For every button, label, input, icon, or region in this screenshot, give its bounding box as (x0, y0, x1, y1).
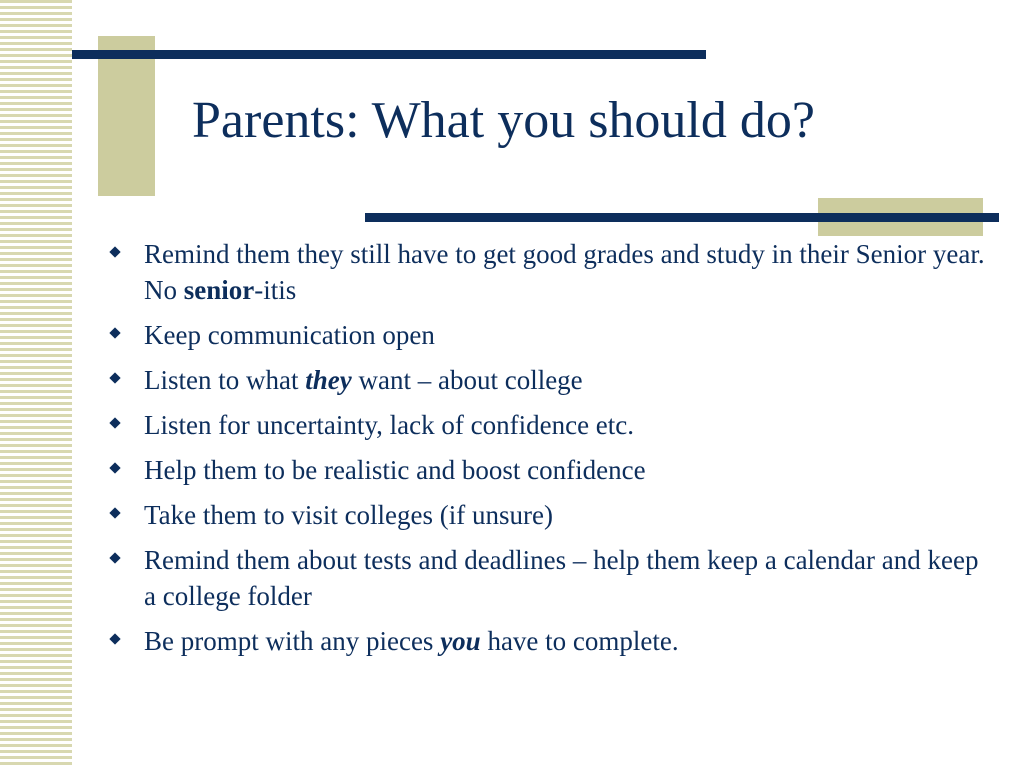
bullet-text: senior (183, 275, 255, 305)
bullet-text: Keep communication open (144, 320, 435, 350)
bullet-list (108, 236, 988, 668)
bullet-text: Listen to what (144, 365, 306, 395)
decorative-stripes (0, 0, 72, 768)
bullet-text: Remind them about tests and deadlines – help them keep a calendar and keep a college folder (144, 545, 979, 611)
bullet-item (108, 362, 988, 398)
bullet-item (108, 542, 988, 614)
decorative-navy-line-bottom (365, 213, 999, 222)
diamond-bullet-icon (109, 372, 120, 383)
bullet-text: have to complete. (480, 626, 679, 656)
bullet-text: want – about college (351, 365, 583, 395)
bullet-item (108, 317, 988, 353)
bullet-item (108, 497, 988, 533)
diamond-bullet-icon (109, 417, 120, 428)
diamond-bullet-icon (109, 552, 120, 563)
diamond-bullet-icon (109, 327, 120, 338)
bullet-text: Help them to be realistic and boost confidence (144, 455, 646, 485)
bullet-item (108, 407, 988, 443)
decorative-tan-block-left (98, 36, 155, 196)
bullet-item (108, 623, 988, 659)
bullet-text: Listen for uncertainty, lack of confidence etc. (144, 410, 635, 440)
bullet-text: they (305, 365, 352, 395)
diamond-bullet-icon (109, 246, 120, 257)
slide-title: Parents: What you should do? (192, 92, 815, 149)
diamond-bullet-icon (109, 507, 120, 518)
bullet-text: -itis (254, 275, 297, 305)
bullet-text: Remind them they still have to get good grades and study in their Senior year. No (144, 239, 985, 305)
bullet-item (108, 452, 988, 488)
bullet-text: Be prompt with any pieces (144, 626, 441, 656)
bullet-text: Take them to visit colleges (if unsure) (144, 500, 553, 530)
decorative-navy-line-top (72, 50, 706, 59)
diamond-bullet-icon (109, 462, 120, 473)
bullet-text: you (440, 626, 481, 656)
diamond-bullet-icon (109, 633, 120, 644)
bullet-item (108, 236, 988, 308)
